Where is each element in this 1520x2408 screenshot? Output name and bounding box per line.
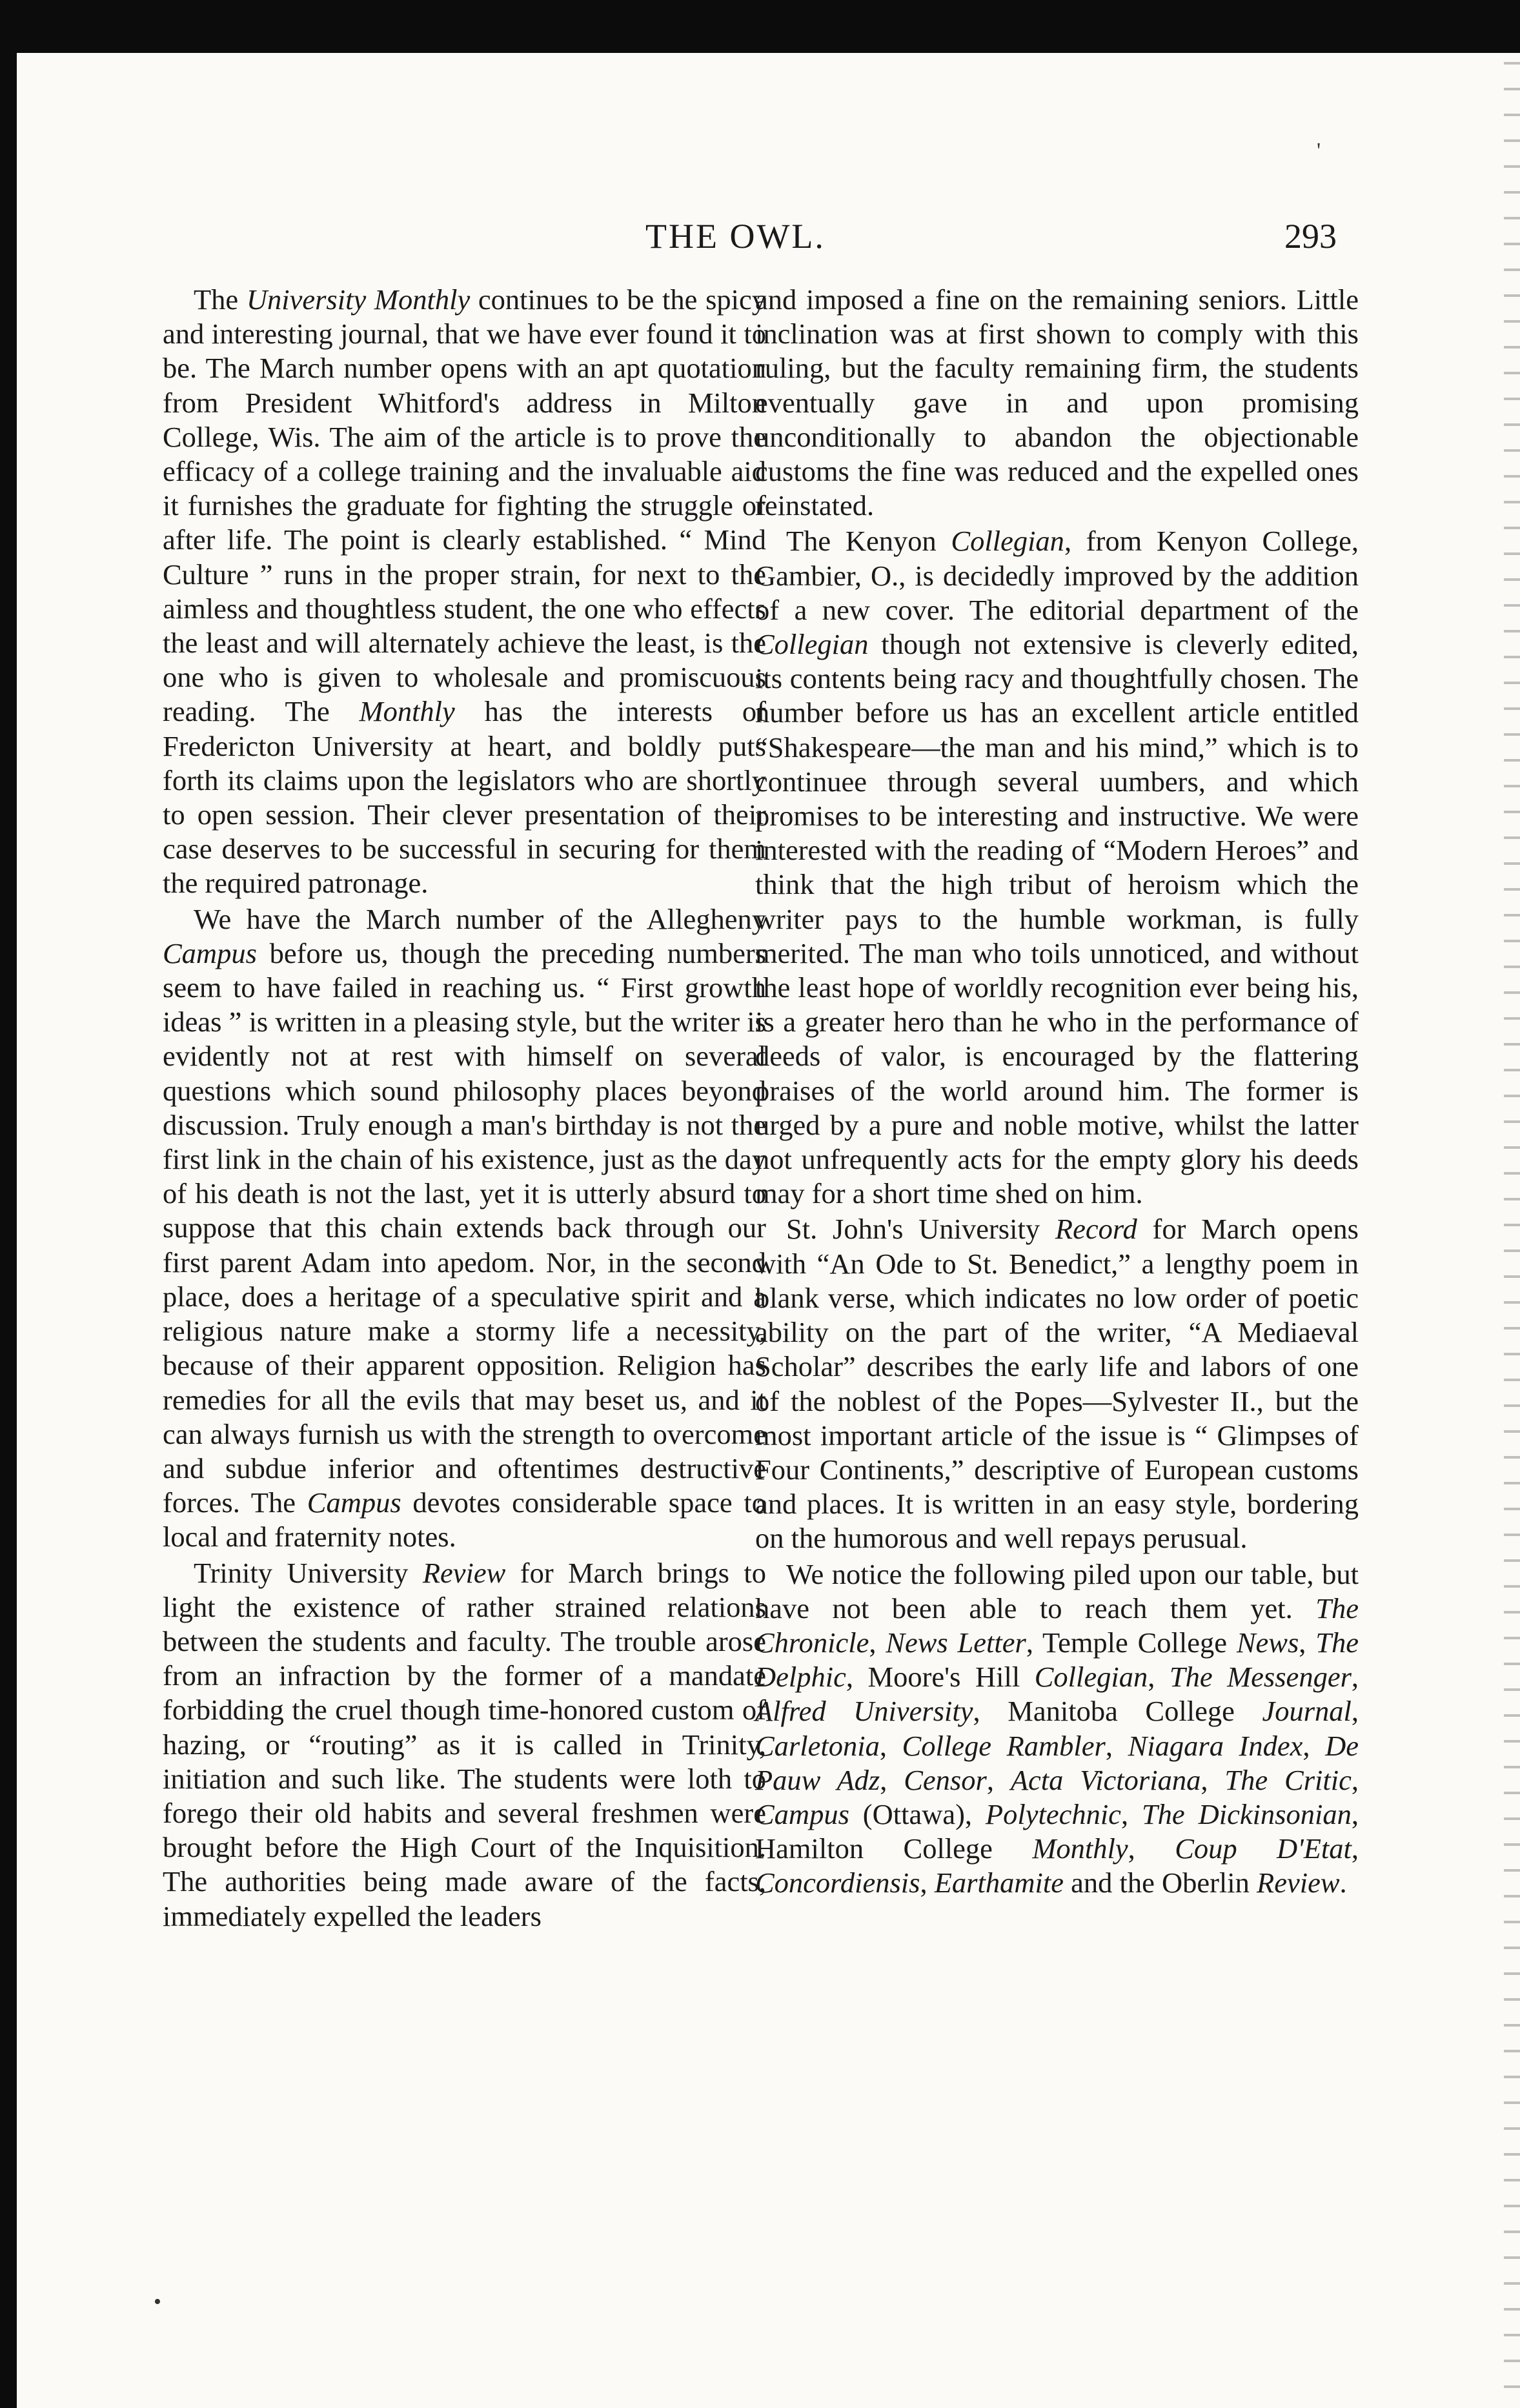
italic-title: Campus: [755, 1797, 849, 1830]
page-header: [0, 216, 1520, 268]
italic-title: Coup D'Etat: [1175, 1832, 1352, 1865]
italic-title: Campus: [163, 936, 257, 969]
italic-title: Record: [1055, 1213, 1137, 1246]
italic-title: Concordiensis: [755, 1867, 920, 1899]
scan-speck: •: [154, 2290, 161, 2314]
italic-title: The Critic: [1224, 1763, 1352, 1796]
italic-title: Collegian: [951, 525, 1064, 558]
italic-title: Polytechnic: [985, 1797, 1121, 1830]
italic-title: College Rambler: [902, 1729, 1106, 1762]
italic-title: Censor: [904, 1763, 987, 1796]
right-column: [755, 283, 1359, 2335]
page-number: 293: [1284, 217, 1337, 256]
italic-title: Journal: [1262, 1695, 1352, 1728]
paragraph-kenyon-collegian: The Kenyon Collegian, from Kenyon College, Gambier, O., is decidedly improved by the addition of a new cover. The editorial department of the Collegian though not extensive is cleverly edited, its contents being racy and thoughtfully chosen. The number before us has an excellent article entitled “Shakespeare—the man and his mind,” which is to continuee through several uumbers, and which promises to be interesting and instructive. We were interested with the reading of “Modern Heroes” and think that the high tribut of heroism which the writer pays to the humble workman, is fully merited. The man who toils unnoticed, and without the least hope of worldly recognition ever being his, is a greater hero than he who in the performance of deeds of valor, is encouraged by the flattering praises of the world around him. The former is urged by a pure and noble motive, whilst the latter not unfrequently acts for the empty glory his deeds may for a short time shed on him.: [755, 525, 1359, 1210]
italic-title: Collegian: [755, 628, 869, 661]
italic-title: Monthly: [1032, 1832, 1128, 1865]
paragraph-trinity-review: Trinity University Review for March brings to light the existence of rather strained relations between the students and faculty. The trouble arose from an infraction by the former of a mandate forbidding the cruel though time-honored custom of hazing, or “routing” as it is called in Trinity, initiation and such like. The students were loth to forego their old habits and several freshmen were brought before the High Court of the Inquisition. The authorities being made aware of the facts, immediately expelled the leaders: [163, 1556, 766, 1932]
italic-title: University Monthly: [246, 283, 471, 316]
italic-title: Campus: [307, 1486, 401, 1519]
paragraph-trinity-review-continued: and imposed a fine on the remaining seniors. Little inclination was at first shown to comply with this ruling, but the faculty remaining firm, the students eventually gave in and upon promising unconditionally to abandon the objectionable customs the fine was reduced and the expelled ones reinstated.: [755, 283, 1359, 522]
running-title: THE OWL.: [645, 217, 826, 256]
italic-title: Collegian: [1034, 1661, 1148, 1694]
scan-left-border: [0, 0, 17, 2408]
paragraph-allegheny-campus: We have the March number of the Allegheny Campus before us, though the preceding numbers seem to have failed in reaching us. “ First growth ideas ” is written in a pleasing style, but the writer is evidently not at rest with himself on several questions which sound philosophy places beyond discussion. Truly enough a man's birthday is not the first link in the chain of his existence, just as the day of his death is not the last, yet it is utterly absurd to suppose that this chain extends back through our first parent Adam into apedom. Nor, in the second place, does a heritage of a speculative spirit and a religious nature make a stormy life a necessity, because of their apparent opposition. Religion has remedies for all the evils that may beset us, and it can always furnish us with the strength to overcome and subdue inferior and oftentimes destructive forces. The Campus devotes considerable space to local and fraternity notes.: [163, 902, 766, 1553]
italic-title: News Letter: [886, 1626, 1026, 1659]
paragraph-st-johns-record: St. John's University Record for March opens with “An Ode to St. Benedict,” a lengthy poem in blank verse, which indicates no low order of poetic ability on the part of the writer, “A Mediaeval Scholar” describes the early life and labors of one of the noblest of the Popes—Sylvester II., but the most important article of the issue is “ Glimpses of Four Continents,” descriptive of European customs and places. It is written in an easy style, bordering on the humorous and well repays perusual.: [755, 1213, 1359, 1555]
paragraph-exchanges-received: We notice the following piled upon our table, but have not been able to reach them yet. The Chronicle, News Letter, Temple College News, The Delphic, Moore's Hill Collegian, The Messenger, Alfred University, Manitoba College Journal, Carletonia, College Rambler, Niagara Index, De Pauw Adz, Censor, Acta Victoriana, The Critic, Campus (Ottawa), Polytechnic, The Dickinsonian, Hamilton College Monthly, Coup D'Etat, Concordiensis, Earthamite and the Oberlin Review.: [755, 1557, 1359, 1899]
italic-title: News: [1236, 1626, 1299, 1659]
italic-title: Carletonia: [755, 1729, 880, 1762]
italic-title: Niagara Index: [1128, 1729, 1303, 1762]
scan-speck: ': [1317, 139, 1321, 163]
italic-title: The Messenger: [1169, 1661, 1352, 1694]
italic-title: Alfred University: [755, 1695, 973, 1728]
italic-title: The Dickinsonian: [1141, 1797, 1352, 1830]
italic-title: The Delphic: [755, 1626, 1359, 1694]
italic-title: Acta Victoriana: [1010, 1763, 1201, 1796]
italic-title: Monthly: [359, 695, 455, 728]
left-column: [163, 283, 766, 2335]
italic-title: De Pauw Adz: [755, 1729, 1359, 1796]
italic-title: Earthamite: [934, 1867, 1064, 1899]
scan-top-border: [0, 0, 1520, 53]
italic-title: Review: [422, 1556, 506, 1589]
paragraph-university-monthly: The University Monthly continues to be the spicy and interesting journal, that we have ever found it to be. The March number opens with an apt quotation from President Whitford's address in Milton College, Wis. The aim of the article is to prove the efficacy of a college training and the invaluable aid it furnishes the graduate for fighting the struggle of after life. The point is clearly established. “ Mind Culture ” runs in the proper strain, for next to the aimless and thoughtless student, the one who effects the least and will alternately achieve the least, is the one who is given to wholesale and promiscuous reading. The Monthly has the interests of Fredericton University at heart, and boldly puts forth its claims upon the legislators who are shortly to open session. Their clever presentation of their case deserves to be successful in securing for them the required patronage.: [163, 283, 766, 900]
italic-title: Review: [1257, 1867, 1340, 1899]
scan-right-edge-noise: [1504, 53, 1520, 2408]
italic-title: The Chronicle: [755, 1592, 1359, 1659]
